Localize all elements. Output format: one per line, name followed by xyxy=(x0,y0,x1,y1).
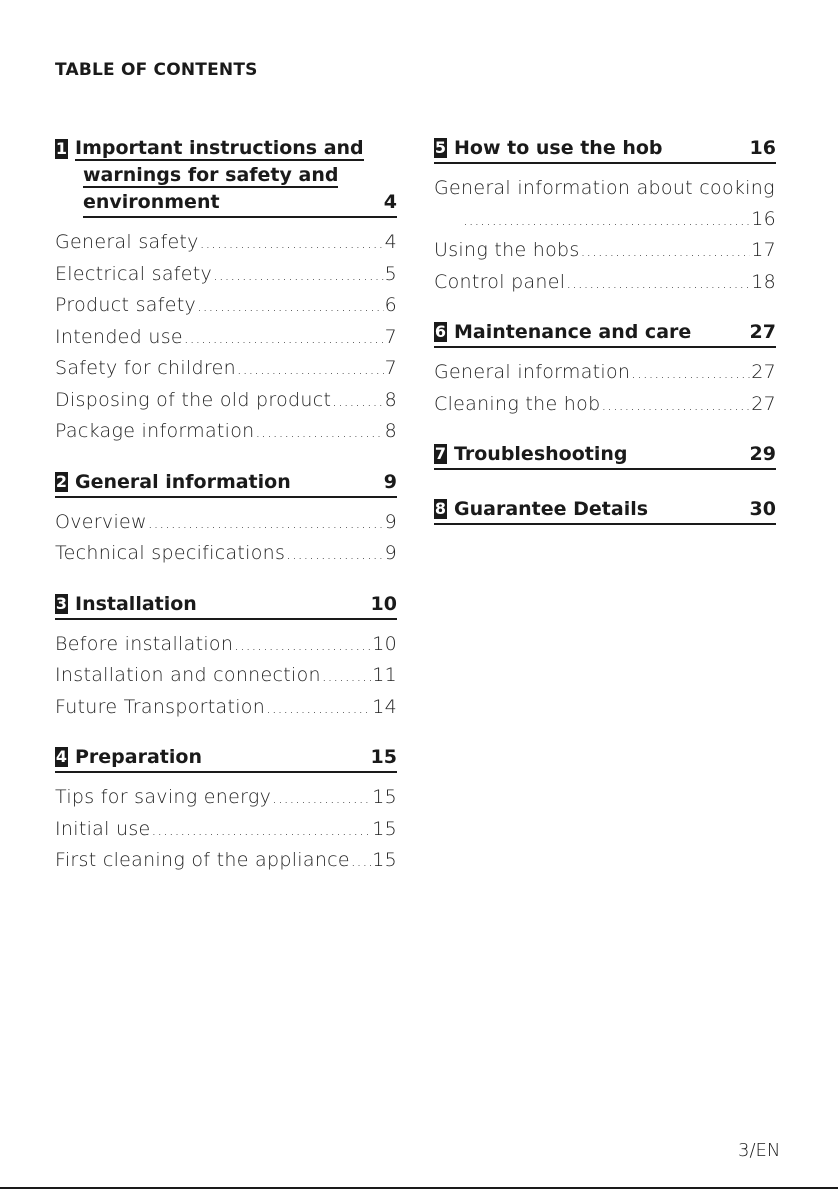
entry-page: 6 xyxy=(384,294,397,316)
chapter-title-line-3: environment xyxy=(83,191,220,213)
chapter-number-badge: 1 xyxy=(55,139,68,158)
entry-title: Before installation xyxy=(55,632,234,655)
entry-title: General safety xyxy=(55,231,199,253)
leader-dots xyxy=(148,507,384,539)
chapter-page: 27 xyxy=(749,321,776,343)
entry-title: Electrical safety xyxy=(55,262,213,285)
chapter-8-section xyxy=(434,496,776,525)
entry-page: 10 xyxy=(372,632,397,655)
leader-dots xyxy=(184,322,384,354)
leader-dots xyxy=(266,692,371,724)
leader-dots xyxy=(631,357,750,389)
entry-page: 15 xyxy=(372,849,397,871)
chapter-number-badge: 6 xyxy=(434,322,447,341)
toc-right-column xyxy=(434,135,776,546)
entry-title: Cleaning the hob xyxy=(434,392,601,415)
entry-title: First cleaning of the appliance xyxy=(55,849,350,871)
toc-entry[interactable] xyxy=(55,385,397,417)
entry-title: Tips for saving energy xyxy=(55,786,272,808)
bottom-divider xyxy=(0,1187,838,1189)
toc-left-column xyxy=(55,135,397,898)
leader-dots xyxy=(213,259,384,291)
chapter-number-badge: 5 xyxy=(434,138,447,157)
leader-dots xyxy=(152,814,372,846)
entry-page: 9 xyxy=(384,510,397,533)
entry-title: Using the hobs xyxy=(434,239,580,261)
toc-entry[interactable] xyxy=(434,357,776,389)
entry-title: General information xyxy=(434,361,631,383)
chapter-8-heading[interactable] xyxy=(434,496,776,525)
chapter-2-heading[interactable] xyxy=(55,469,397,498)
toc-entry[interactable] xyxy=(434,235,776,267)
entry-title: Future Transportation xyxy=(55,695,266,718)
leader-dots xyxy=(566,267,750,299)
chapter-number-badge: 8 xyxy=(434,499,447,518)
chapter-page: 30 xyxy=(749,498,776,520)
entry-page: 15 xyxy=(372,817,397,840)
leader-dots xyxy=(332,385,383,417)
chapter-title: Preparation xyxy=(75,746,202,768)
chapter-number-badge: 3 xyxy=(55,593,68,613)
chapter-page: 10 xyxy=(370,592,397,615)
toc-entry[interactable] xyxy=(55,538,397,570)
entry-title: Package information xyxy=(55,420,255,442)
chapter-1-heading[interactable] xyxy=(55,135,397,218)
leader-dots xyxy=(197,290,384,322)
chapter-number-badge: 7 xyxy=(434,444,447,463)
chapter-5-section xyxy=(434,135,776,298)
entry-page: 15 xyxy=(372,786,397,808)
leader-dots xyxy=(272,782,371,814)
entry-title: Intended use xyxy=(55,325,183,348)
chapter-number-badge: 2 xyxy=(55,471,68,491)
chapter-title: Installation xyxy=(75,592,197,615)
toc-entry[interactable] xyxy=(55,660,397,692)
chapter-title-line-2: warnings for safety and xyxy=(83,164,339,186)
chapter-title: Maintenance and care xyxy=(454,321,692,343)
chapter-4-heading[interactable] xyxy=(55,744,397,773)
entry-title: Overview xyxy=(55,510,147,533)
toc-entry[interactable] xyxy=(55,507,397,539)
toc-entry[interactable] xyxy=(55,416,397,448)
entry-page: 9 xyxy=(384,542,397,564)
entry-page: 4 xyxy=(384,231,397,253)
entry-page: 14 xyxy=(372,695,397,718)
chapter-page: 16 xyxy=(749,137,776,159)
leader-dots xyxy=(322,660,371,692)
entry-title: Disposing of the old product xyxy=(55,388,332,411)
entry-page: 27 xyxy=(751,361,776,383)
entry-page: 7 xyxy=(384,357,397,379)
entry-page: 8 xyxy=(384,420,397,442)
leader-dots xyxy=(237,353,384,385)
chapter-title: Guarantee Details xyxy=(454,498,649,520)
toc-entry[interactable] xyxy=(55,227,397,259)
chapter-number-badge: 4 xyxy=(55,747,68,766)
entry-page: 8 xyxy=(384,388,397,411)
chapter-6-heading[interactable] xyxy=(434,319,776,348)
toc-entry[interactable] xyxy=(55,692,397,724)
chapter-page: 9 xyxy=(383,470,397,493)
leader-dots xyxy=(234,629,371,661)
chapter-6-section xyxy=(434,319,776,420)
chapter-3-section xyxy=(55,591,397,724)
leader-dots xyxy=(286,538,383,570)
entry-page: 18 xyxy=(751,270,776,293)
entry-page: 16 xyxy=(751,207,776,230)
toc-entry[interactable] xyxy=(434,173,776,235)
chapter-title: How to use the hob xyxy=(454,137,663,159)
chapter-title-line-1: Important instructions and xyxy=(75,137,364,159)
chapter-page: 4 xyxy=(383,191,397,213)
toc-entry[interactable] xyxy=(55,782,397,814)
entry-page: 7 xyxy=(384,325,397,348)
leader-dots xyxy=(463,204,750,236)
entry-page: 27 xyxy=(751,392,776,415)
toc-entry[interactable] xyxy=(55,814,397,846)
document-title: TABLE OF CONTENTS xyxy=(55,60,258,80)
entry-title: Product safety xyxy=(55,294,196,316)
leader-dots xyxy=(200,227,384,259)
leader-dots xyxy=(351,845,371,877)
chapter-7-heading[interactable] xyxy=(434,441,776,470)
toc-entry[interactable] xyxy=(55,353,397,385)
toc-entry[interactable] xyxy=(55,259,397,291)
chapter-3-heading[interactable] xyxy=(55,591,397,620)
toc-entry[interactable] xyxy=(55,845,397,877)
chapter-title: General information xyxy=(75,470,291,493)
entry-page: 17 xyxy=(751,239,776,261)
entry-title: Technical specifications xyxy=(55,542,286,564)
entry-title: Initial use xyxy=(55,817,151,840)
entry-page: 5 xyxy=(384,262,397,285)
toc-entry[interactable] xyxy=(55,629,397,661)
entry-title: Safety for children xyxy=(55,357,236,379)
toc-entry[interactable] xyxy=(434,267,776,299)
toc-entry[interactable] xyxy=(55,322,397,354)
page-number: 3/EN xyxy=(738,1140,781,1161)
chapter-title: Troubleshooting xyxy=(454,443,628,465)
leader-dots xyxy=(601,389,750,421)
leader-dots xyxy=(256,416,384,448)
leader-dots xyxy=(581,235,751,267)
chapter-page: 29 xyxy=(749,443,776,465)
entry-page: 11 xyxy=(372,664,397,686)
chapter-5-heading[interactable] xyxy=(434,135,776,164)
chapter-page: 15 xyxy=(370,746,397,768)
toc-entry[interactable] xyxy=(55,290,397,322)
chapter-2-section xyxy=(55,469,397,570)
toc-entry[interactable] xyxy=(434,389,776,421)
chapter-1-section xyxy=(55,135,397,448)
entry-title: Control panel xyxy=(434,270,566,293)
chapter-7-section xyxy=(434,441,776,470)
entry-title: Installation and connection xyxy=(55,664,321,686)
chapter-4-section xyxy=(55,744,397,877)
entry-title: General information about cooking xyxy=(434,177,775,199)
